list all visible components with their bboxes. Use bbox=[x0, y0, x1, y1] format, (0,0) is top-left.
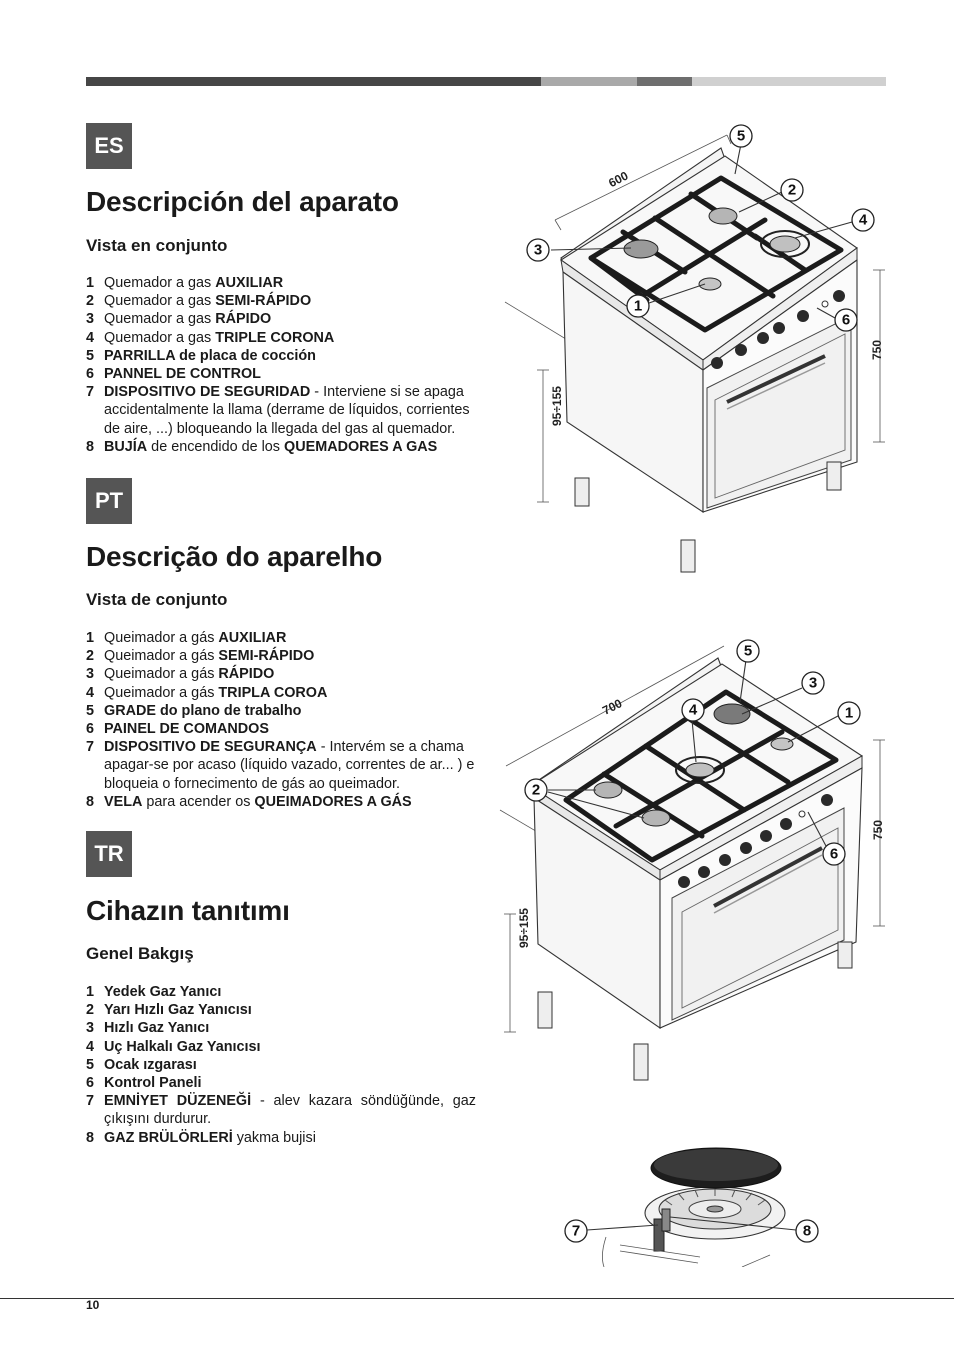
section-subtitle-tr: Genel Bakgış bbox=[86, 944, 194, 963]
item-text-bold: AUXILIAR bbox=[218, 630, 287, 646]
burner-semi-rapid bbox=[594, 782, 622, 798]
item-text bbox=[104, 383, 476, 438]
hob-edge bbox=[620, 1251, 698, 1263]
foot bbox=[634, 1044, 648, 1080]
item-text-bold: BUJÍA bbox=[104, 438, 148, 455]
list-item bbox=[86, 383, 476, 438]
item-text bbox=[104, 665, 476, 683]
item-text-bold: GAZ BRÜLÖRLERİ bbox=[104, 1129, 233, 1146]
item-text-bold: TRIPLE CORONA bbox=[215, 329, 335, 346]
cooker-diagram-70 bbox=[492, 636, 890, 1084]
callout-8 bbox=[796, 1220, 818, 1242]
header-bar bbox=[86, 77, 886, 86]
dim-height-label: 750 bbox=[870, 339, 884, 360]
indicator-light bbox=[822, 301, 828, 307]
dim-width-label: 600 bbox=[606, 168, 631, 191]
item-text-pre: Quemador a gas bbox=[104, 275, 216, 291]
item-number: 6 bbox=[86, 1075, 95, 1092]
item-text bbox=[104, 274, 476, 292]
header-bar-seg-4 bbox=[692, 77, 886, 86]
list-item bbox=[86, 983, 476, 1001]
item-number: 5 bbox=[86, 702, 95, 719]
svg-text:2: 2 bbox=[531, 781, 541, 799]
knob bbox=[719, 854, 731, 866]
item-text-post: para acender os bbox=[142, 793, 255, 810]
callout-3 bbox=[527, 239, 549, 261]
knob bbox=[698, 866, 710, 878]
item-text-bold: SEMI-RÁPIDO bbox=[215, 293, 312, 310]
item-number: 3 bbox=[86, 1020, 95, 1037]
svg-text:4: 4 bbox=[858, 211, 868, 229]
callout-2 bbox=[525, 779, 547, 801]
list-item bbox=[86, 793, 476, 811]
leader-7 bbox=[587, 1225, 658, 1230]
burner-semi-rapid bbox=[642, 810, 670, 826]
callout-6 bbox=[835, 309, 857, 331]
knob bbox=[773, 322, 785, 334]
hob-cut bbox=[742, 1255, 770, 1267]
svg-text:5: 5 bbox=[736, 127, 746, 145]
section-title-pt: Descrição do aparelho bbox=[86, 541, 383, 572]
item-number: 4 bbox=[86, 684, 95, 701]
item-number: 2 bbox=[86, 1002, 95, 1019]
item-text-bold: TRIPLA COROA bbox=[218, 684, 328, 701]
item-text-bold2: QUEMADORES A GAS bbox=[284, 438, 438, 455]
item-text-bold: PANNEL DE CONTROL bbox=[104, 366, 261, 383]
list-item bbox=[86, 702, 476, 720]
item-text-bold2: QUEIMADORES A GÁS bbox=[254, 793, 412, 810]
list-item bbox=[86, 347, 476, 365]
item-number: 4 bbox=[86, 1038, 95, 1055]
item-number: 5 bbox=[86, 1056, 95, 1073]
header-bar-seg-2 bbox=[541, 77, 637, 86]
item-text bbox=[104, 1056, 476, 1074]
item-text-pre: Queimador a gás bbox=[104, 648, 219, 665]
list-item bbox=[86, 629, 476, 647]
burner-auxiliary bbox=[771, 738, 793, 750]
burner-center bbox=[707, 1206, 723, 1212]
list-item bbox=[86, 438, 476, 456]
list-item bbox=[86, 720, 476, 738]
item-text-bold: PAINEL DE COMANDOS bbox=[104, 721, 269, 738]
knob bbox=[678, 876, 690, 888]
item-text bbox=[104, 1019, 476, 1037]
item-number: 2 bbox=[86, 293, 95, 310]
callout-2 bbox=[781, 179, 803, 201]
indicator-light bbox=[799, 811, 805, 817]
list-item bbox=[86, 365, 476, 383]
burner-triple-crown-inner bbox=[686, 763, 714, 777]
dim-feet-label: 95÷155 bbox=[517, 908, 531, 948]
item-number: 8 bbox=[86, 793, 95, 810]
knob bbox=[780, 818, 792, 830]
item-number: 4 bbox=[86, 329, 95, 346]
item-text-post: de encendido de los bbox=[147, 438, 285, 455]
foot bbox=[827, 462, 841, 490]
list-item bbox=[86, 665, 476, 683]
burner-auxiliary bbox=[699, 278, 721, 290]
knob bbox=[735, 344, 747, 356]
list-item bbox=[86, 647, 476, 665]
svg-text:6: 6 bbox=[841, 311, 851, 329]
item-number: 7 bbox=[86, 1093, 95, 1110]
knob bbox=[760, 830, 772, 842]
burner-rapid bbox=[714, 704, 750, 724]
section-subtitle-pt: Vista de conjunto bbox=[86, 590, 228, 609]
item-text bbox=[104, 329, 476, 347]
item-text-bold: Hızlı Gaz Yanıcı bbox=[104, 1020, 210, 1037]
item-text bbox=[104, 702, 476, 720]
list-item bbox=[86, 310, 476, 328]
knob bbox=[833, 290, 845, 302]
item-text-pre: Quemador a gas bbox=[104, 311, 216, 328]
item-text-pre: Quemador a gas bbox=[104, 293, 216, 310]
item-text-post: - Interviene si se apaga accidentalmente la llama (derrame de líquidos, corrientes de aire, ...) bloqueando la llegada del gas al quemador. bbox=[104, 384, 470, 437]
item-number: 2 bbox=[86, 648, 95, 665]
item-text-bold: AUXILIAR bbox=[215, 275, 284, 291]
item-number: 8 bbox=[86, 438, 95, 455]
burner-rapid bbox=[624, 240, 658, 258]
header-bar-seg-1 bbox=[86, 77, 541, 86]
callout-5 bbox=[730, 125, 752, 147]
item-text bbox=[104, 720, 476, 738]
page-number: 10 bbox=[86, 1298, 100, 1312]
knob bbox=[740, 842, 752, 854]
item-text-bold: SEMI-RÁPIDO bbox=[218, 648, 315, 665]
svg-text:5: 5 bbox=[743, 642, 753, 660]
item-text-bold: Yedek Gaz Yanıcı bbox=[104, 984, 222, 1000]
item-number: 6 bbox=[86, 366, 95, 383]
svg-text:8: 8 bbox=[802, 1222, 812, 1240]
callout-4 bbox=[852, 209, 874, 231]
dim-feet-label: 95÷155 bbox=[550, 386, 564, 426]
item-text-pre: Quemador a gas bbox=[104, 329, 216, 346]
lang-badge-es: ES bbox=[86, 123, 132, 169]
item-text-pre: Queimador a gás bbox=[104, 666, 219, 683]
foot bbox=[538, 992, 552, 1028]
item-text bbox=[104, 684, 476, 702]
callout-4 bbox=[682, 699, 704, 721]
item-text-post: yakma bujisi bbox=[232, 1129, 316, 1146]
item-number: 3 bbox=[86, 311, 95, 328]
burner-detail-diagram bbox=[560, 1145, 830, 1267]
list-item bbox=[86, 292, 476, 310]
item-text bbox=[104, 629, 476, 647]
item-text bbox=[104, 793, 476, 811]
foot bbox=[681, 540, 695, 572]
spark-plug bbox=[662, 1209, 670, 1231]
item-text bbox=[104, 438, 476, 456]
item-text-bold: RÁPIDO bbox=[215, 311, 272, 328]
svg-text:3: 3 bbox=[533, 241, 543, 259]
foot bbox=[575, 478, 589, 506]
parts-list-pt bbox=[86, 629, 476, 811]
list-item bbox=[86, 1001, 476, 1019]
section-subtitle-es: Vista en conjunto bbox=[86, 236, 228, 255]
burner-semi-rapid bbox=[709, 208, 737, 224]
dim-tick bbox=[555, 220, 561, 230]
item-text bbox=[104, 738, 476, 793]
burner-cap-top bbox=[654, 1149, 778, 1181]
svg-text:6: 6 bbox=[829, 845, 839, 863]
item-text bbox=[104, 310, 476, 328]
item-text-bold: RÁPIDO bbox=[218, 666, 275, 683]
item-number: 1 bbox=[86, 275, 95, 291]
lang-badge-tr: TR bbox=[86, 831, 132, 877]
item-text-post: - Intervém se a chama apagar-se por acaso (líquido vazado, correntes de ar... ) e bloqueia o fornecimento de gás ao queimador. bbox=[104, 739, 475, 792]
footer-rule bbox=[0, 1298, 954, 1299]
item-text-bold: DISPOSITIVO DE SEGURIDAD bbox=[104, 384, 311, 401]
section-title-tr: Cihazın tanıtımı bbox=[86, 895, 290, 926]
item-text bbox=[104, 1038, 476, 1056]
item-text-bold: VELA bbox=[104, 793, 143, 810]
callout-5 bbox=[737, 640, 759, 662]
svg-text:1: 1 bbox=[633, 297, 643, 315]
item-text bbox=[104, 1074, 476, 1092]
item-number: 1 bbox=[86, 630, 95, 646]
item-text bbox=[104, 647, 476, 665]
callout-6 bbox=[823, 843, 845, 865]
list-item bbox=[86, 1019, 476, 1037]
item-text bbox=[104, 1129, 476, 1147]
item-text bbox=[104, 347, 476, 365]
callout-1 bbox=[838, 702, 860, 724]
item-number: 7 bbox=[86, 384, 95, 401]
item-text-pre: Queimador a gás bbox=[104, 630, 219, 646]
item-text bbox=[104, 292, 476, 310]
item-text bbox=[104, 365, 476, 383]
svg-text:2: 2 bbox=[787, 181, 797, 199]
header-bar-seg-3 bbox=[637, 77, 692, 86]
item-text-bold: Uç Halkalı Gaz Yanıcısı bbox=[104, 1038, 261, 1055]
knob bbox=[821, 794, 833, 806]
foot bbox=[838, 942, 852, 968]
svg-text:1: 1 bbox=[844, 704, 854, 722]
knob bbox=[797, 310, 809, 322]
item-text-bold: DISPOSITIVO DE SEGURANÇA bbox=[104, 739, 317, 756]
item-number: 7 bbox=[86, 739, 95, 756]
list-item bbox=[86, 1074, 476, 1092]
callout-1 bbox=[627, 295, 649, 317]
section-title-es: Descripción del aparato bbox=[86, 186, 399, 217]
item-text-bold: PARRILLA de placa de cocción bbox=[104, 347, 316, 364]
item-text bbox=[104, 1092, 476, 1128]
list-item bbox=[86, 274, 476, 292]
item-text-bold: Kontrol Paneli bbox=[104, 1075, 202, 1092]
svg-text:7: 7 bbox=[571, 1222, 581, 1240]
callout-7 bbox=[565, 1220, 587, 1242]
parts-list-es bbox=[86, 274, 476, 456]
item-text-pre: Queimador a gás bbox=[104, 684, 219, 701]
list-item bbox=[86, 329, 476, 347]
item-number: 8 bbox=[86, 1129, 95, 1146]
list-item bbox=[86, 738, 476, 793]
lang-badge-pt: PT bbox=[86, 478, 132, 524]
knob bbox=[711, 357, 723, 369]
callout-3 bbox=[802, 672, 824, 694]
item-text bbox=[104, 983, 476, 1001]
knob bbox=[757, 332, 769, 344]
item-text-bold: Ocak ızgarası bbox=[104, 1056, 197, 1073]
item-number: 5 bbox=[86, 347, 95, 364]
list-item bbox=[86, 1038, 476, 1056]
svg-text:4: 4 bbox=[688, 701, 698, 719]
list-item bbox=[86, 684, 476, 702]
item-number: 1 bbox=[86, 984, 95, 1000]
item-number: 3 bbox=[86, 666, 95, 683]
hob-cut bbox=[602, 1237, 606, 1267]
cooker-diagram-60 bbox=[495, 120, 890, 575]
dim-width-label: 700 bbox=[600, 696, 625, 718]
item-text bbox=[104, 1001, 476, 1019]
list-item bbox=[86, 1129, 476, 1147]
item-text-post: - alev kazara söndüğünde, gaz çıkışını durdurur. bbox=[104, 1093, 476, 1128]
list-item bbox=[86, 1056, 476, 1074]
item-text-bold: Yarı Hızlı Gaz Yanıcısı bbox=[104, 1002, 252, 1019]
dim-height-label: 750 bbox=[871, 819, 885, 840]
item-number: 6 bbox=[86, 721, 95, 738]
item-text-bold: GRADE do plano de trabalho bbox=[104, 702, 302, 719]
parts-list-tr bbox=[86, 983, 476, 1147]
list-item bbox=[86, 1092, 476, 1128]
svg-text:3: 3 bbox=[808, 674, 818, 692]
item-text-bold: EMNİYET DÜZENEĞİ bbox=[104, 1093, 252, 1110]
